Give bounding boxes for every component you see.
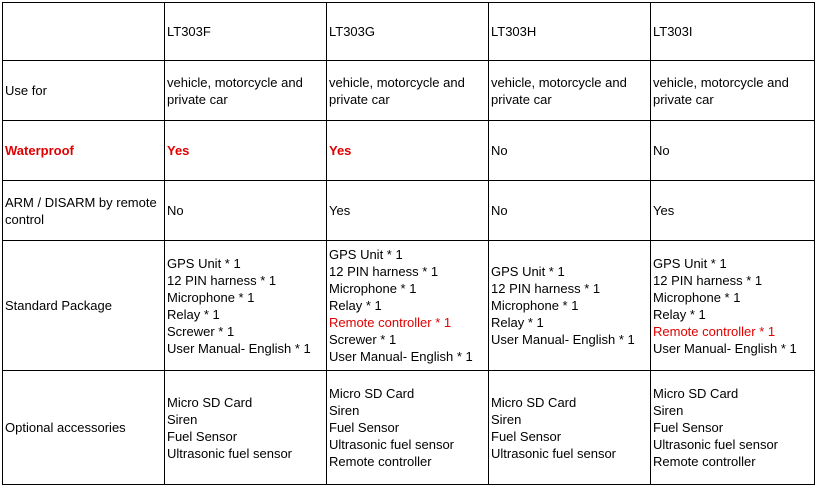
- arm-disarm-cell: Yes: [651, 181, 815, 241]
- waterproof-label: Waterproof: [3, 121, 165, 181]
- optional-item: Micro SD Card: [329, 386, 415, 401]
- optional-item: Remote controller: [329, 454, 432, 469]
- use-for-line: private car: [653, 91, 714, 107]
- use-for-line: vehicle, motorcycle and: [167, 74, 303, 90]
- package-item: Relay * 1: [167, 306, 220, 322]
- package-item: User Manual- English * 1: [167, 340, 311, 356]
- use-for-cell: [651, 61, 815, 121]
- package-item: 12 PIN harness * 1: [653, 272, 763, 288]
- package-item: Relay * 1: [329, 298, 382, 313]
- optional-item: Ultrasonic fuel sensor: [653, 437, 778, 452]
- package-row: [3, 241, 815, 371]
- optional-item: Remote controller: [653, 454, 756, 469]
- header-lt303f: LT303F: [165, 3, 327, 61]
- use-for-line: vehicle, motorcycle and: [491, 74, 627, 90]
- package-cell: [327, 241, 489, 371]
- optional-cell: [489, 371, 651, 485]
- package-cell: [489, 241, 651, 371]
- optional-item: Ultrasonic fuel sensor: [491, 445, 616, 461]
- optional-item: Ultrasonic fuel sensor: [329, 437, 454, 452]
- package-cell: [651, 241, 815, 371]
- package-item: User Manual- English * 1: [491, 332, 635, 347]
- waterproof-row: [3, 121, 815, 181]
- optional-item: Fuel Sensor: [653, 420, 724, 435]
- package-item: User Manual- English * 1: [329, 349, 473, 364]
- optional-cell: [651, 371, 815, 485]
- use-for-line: private car: [491, 91, 552, 107]
- package-item: 12 PIN harness * 1: [167, 272, 277, 288]
- use-for-line: private car: [329, 91, 390, 107]
- header-lt303h: LT303H: [489, 3, 651, 61]
- optional-item: Micro SD Card: [167, 394, 253, 410]
- package-item: Microphone * 1: [167, 289, 255, 305]
- package-item: User Manual- English * 1: [653, 340, 797, 356]
- optional-item: Micro SD Card: [653, 386, 739, 401]
- optional-item: Siren: [653, 403, 684, 418]
- package-item: GPS Unit * 1: [167, 255, 241, 271]
- use-for-line: vehicle, motorcycle and: [329, 74, 465, 90]
- header-corner-cell: [3, 3, 165, 61]
- package-label: Standard Package: [3, 241, 165, 371]
- package-item: Microphone * 1: [653, 289, 741, 305]
- optional-item: Siren: [491, 411, 522, 427]
- package-item: GPS Unit * 1: [329, 247, 403, 262]
- package-item-highlight: Remote controller * 1: [329, 315, 452, 330]
- package-item: GPS Unit * 1: [491, 264, 565, 279]
- use-for-line: private car: [167, 91, 228, 107]
- package-item: 12 PIN harness * 1: [329, 264, 439, 279]
- use-for-cell: [327, 61, 489, 121]
- optional-item: Fuel Sensor: [167, 428, 238, 444]
- header-lt303i: LT303I: [651, 3, 815, 61]
- optional-item: Ultrasonic fuel sensor: [167, 445, 292, 461]
- package-item: Screwer * 1: [329, 332, 397, 347]
- waterproof-cell: No: [489, 121, 651, 181]
- package-cell: [165, 241, 327, 371]
- package-item: GPS Unit * 1: [653, 255, 727, 271]
- optional-item: Fuel Sensor: [329, 420, 400, 435]
- optional-item: Siren: [167, 411, 198, 427]
- header-lt303g: LT303G: [327, 3, 489, 61]
- arm-disarm-label: ARM / DISARM by remote control: [3, 181, 165, 241]
- spec-table: [2, 2, 815, 485]
- package-item: Relay * 1: [491, 315, 544, 330]
- optional-cell: [165, 371, 327, 485]
- package-item: 12 PIN harness * 1: [491, 281, 601, 296]
- header-row: [3, 3, 815, 61]
- package-item: Screwer * 1: [167, 323, 235, 339]
- optional-item: Micro SD Card: [491, 394, 577, 410]
- package-item: Relay * 1: [653, 306, 706, 322]
- use-for-cell: [165, 61, 327, 121]
- optional-cell: [327, 371, 489, 485]
- use-for-row: [3, 61, 815, 121]
- arm-disarm-cell: No: [489, 181, 651, 241]
- arm-disarm-cell: Yes: [327, 181, 489, 241]
- use-for-line: vehicle, motorcycle and: [653, 74, 789, 90]
- arm-disarm-cell: No: [165, 181, 327, 241]
- waterproof-cell: No: [651, 121, 815, 181]
- package-item-highlight: Remote controller * 1: [653, 323, 776, 339]
- optional-item: Siren: [329, 403, 360, 418]
- package-item: Microphone * 1: [491, 298, 579, 313]
- waterproof-cell: Yes: [165, 121, 327, 181]
- use-for-label: Use for: [3, 61, 165, 121]
- optional-item: Fuel Sensor: [491, 428, 562, 444]
- waterproof-cell: Yes: [327, 121, 489, 181]
- optional-row: [3, 371, 815, 485]
- use-for-cell: [489, 61, 651, 121]
- package-item: Microphone * 1: [329, 281, 417, 296]
- arm-disarm-row: [3, 181, 815, 241]
- optional-label: Optional accessories: [3, 371, 165, 485]
